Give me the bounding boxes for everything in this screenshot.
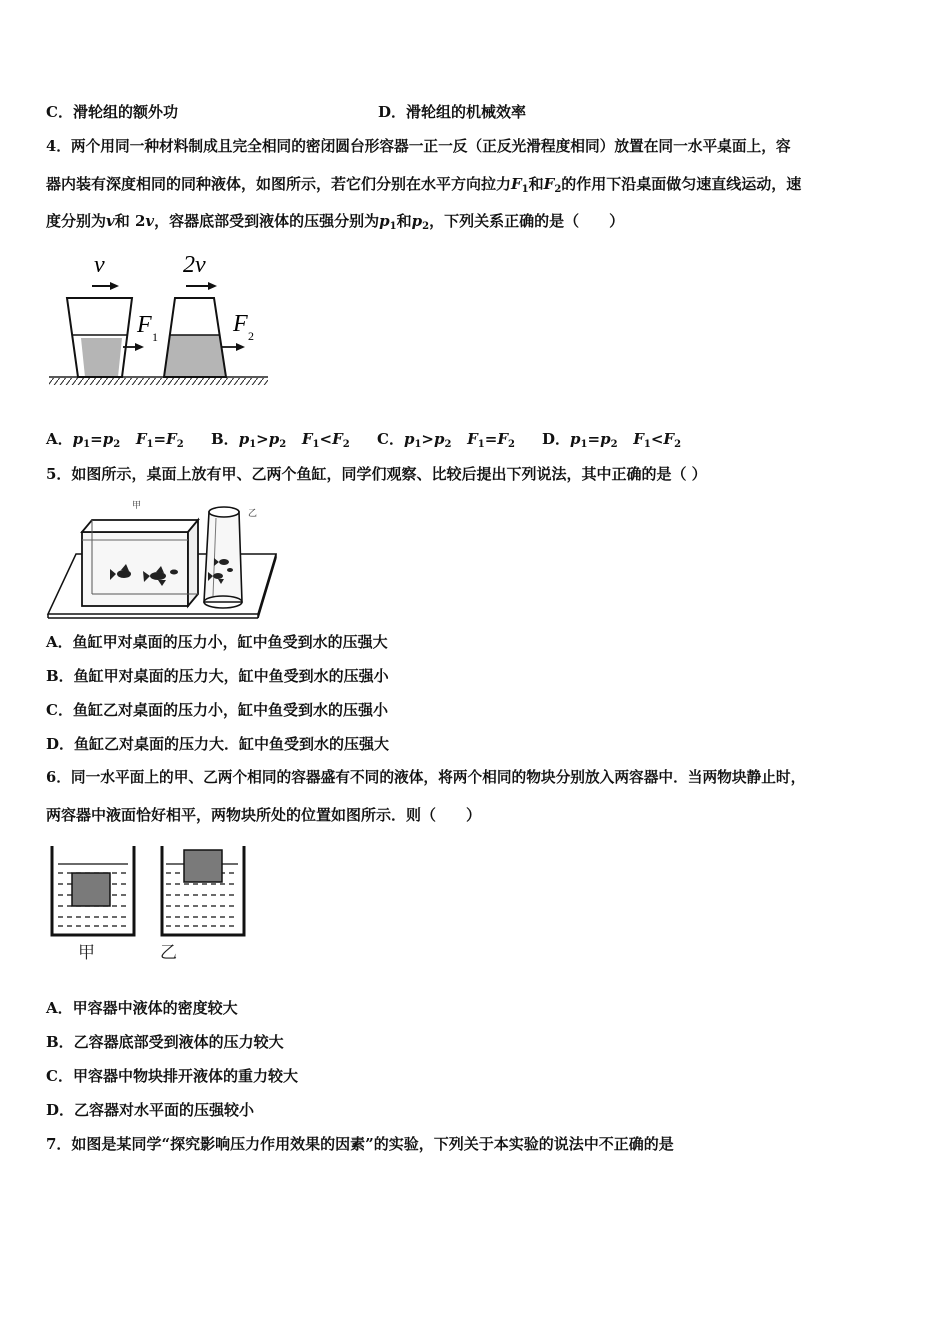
- q6-container-jia: [52, 846, 134, 935]
- q5-tank-yi: [204, 512, 242, 602]
- q6-label-jia: 甲: [78, 943, 95, 963]
- q7-stem: 7．如图是某同学“探究影响压力作用效果的因素”的实验，下列关于本实验的说法中不正确的是: [46, 1135, 674, 1153]
- q6-container-yi: [162, 846, 244, 935]
- q5-tank-jia: [82, 532, 188, 606]
- q6-figure: [46, 840, 251, 966]
- q4-label-F1: F: [137, 312, 152, 338]
- q5-label-yi: 乙: [248, 509, 258, 519]
- q3-option-d: D．滑轮组的机械效率: [378, 103, 527, 121]
- q4-stem-line1: 4．两个用同一种材料制成且完全相同的密闭圆台形容器一正一反（正反光滑程度相同）放置在同一水平桌面上，容: [46, 138, 791, 155]
- q4-option-b: B．$p_1>p_2$ $F_1<F_2$: [211, 430, 350, 450]
- q3-option-c: C．滑轮组的额外功: [46, 103, 178, 121]
- q4-label-F2-sub: 2: [248, 329, 254, 343]
- q5-option-c: C．鱼缸乙对桌面的压力小，缸中鱼受到水的压强小: [46, 701, 388, 719]
- q4-option-a: A．$p_1=p_2$ $F_1=F_2$: [46, 430, 184, 450]
- q6-option-b: B．乙容器底部受到液体的压力较大: [46, 1033, 284, 1051]
- q5-stem: 5．如图所示，桌面上放有甲、乙两个鱼缸，同学们观察、比较后提出下列说法，其中正确的是（ ）: [46, 465, 707, 483]
- q6-option-c: C．甲容器中物块排开液体的重力较大: [46, 1067, 298, 1085]
- q4-label-F1-sub: 1: [152, 330, 158, 344]
- q6-block-jia: [72, 873, 110, 906]
- q4-label-2v: 2v: [183, 252, 206, 278]
- q4-ground-hatch: [49, 378, 268, 385]
- q5-figure: [46, 496, 281, 620]
- q6-stem-line2: 两容器中液面恰好相平，两物块所处的位置如图所示．则（ ）: [46, 806, 482, 824]
- q4-option-c: C．$p_1>p_2$ $F_1=F_2$: [377, 430, 515, 450]
- q5-label-jia: 甲: [132, 501, 142, 511]
- q4-label-v: v: [94, 252, 105, 278]
- q4-label-F2: F: [233, 311, 248, 337]
- q4-arrow-F1: [135, 343, 144, 351]
- q6-option-d: D．乙容器对水平面的压强较小: [46, 1101, 255, 1119]
- q5-option-b: B．鱼缸甲对桌面的压力大，缸中鱼受到水的压强小: [46, 667, 389, 685]
- q6-option-a: A．甲容器中液体的密度较大: [46, 999, 238, 1017]
- q6-label-yi: 乙: [160, 943, 177, 963]
- q6-block-yi: [184, 850, 222, 882]
- q4-left-liquid: [81, 338, 122, 377]
- q5-option-a: A．鱼缸甲对桌面的压力小，缸中鱼受到水的压强大: [46, 633, 388, 651]
- q4-option-d: D．$p_1=p_2$ $F_1<F_2$: [542, 430, 682, 450]
- q4-arrow-F2: [236, 343, 245, 351]
- q4-stem-line3: 度分别为v和 2v，容器底部受到液体的压强分别为$p_1$和$p_2$，下列关系正确的是（ ）: [46, 212, 625, 232]
- q6-stem-line1: 6．同一水平面上的甲、乙两个相同的容器盛有不同的液体，将两个相同的物块分别放入两容器中．当两物块静止时，: [46, 769, 806, 786]
- q4-arrow-v: [110, 282, 119, 290]
- q5-option-d: D．鱼缸乙对桌面的压力大．缸中鱼受到水的压强大: [46, 735, 390, 753]
- q4-arrow-2v: [208, 282, 217, 290]
- q4-figure: [46, 244, 276, 390]
- q4-stem-line2: 器内装有深度相同的同种液体，如图所示，若它们分别在水平方向拉力$F_1$和$F_2$的作用下沿桌面做匀速直线运动，速: [46, 175, 802, 195]
- q4-right-liquid: [164, 335, 226, 377]
